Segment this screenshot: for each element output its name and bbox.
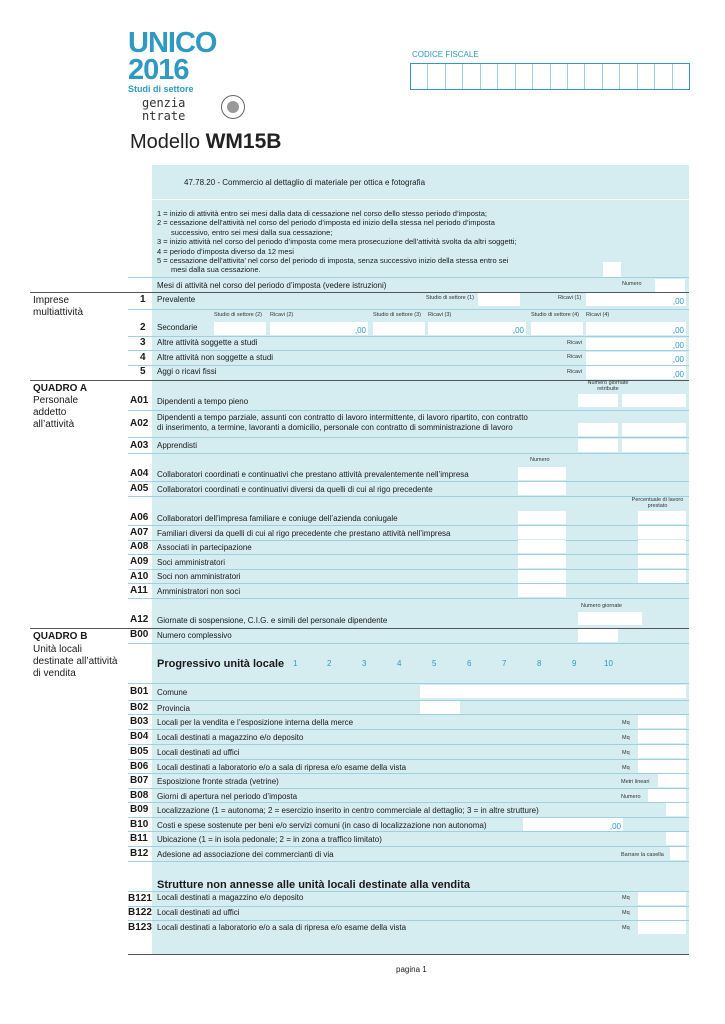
row-label: Ubicazione (1 = in isola pedonale; 2 = in zona a traffico limitato) xyxy=(157,835,382,844)
unit-label: Mq xyxy=(622,765,630,771)
quadro-b-sub-line: destinate all’attività xyxy=(33,656,118,667)
quadro-b-sub-line: Unità locali xyxy=(33,644,82,655)
months-field[interactable] xyxy=(655,279,685,292)
codice-fiscale-field[interactable] xyxy=(410,63,690,90)
row-label: Soci non amministratori xyxy=(157,572,241,581)
row-label: di inserimento, a termine, lavoranti a domicilio, personale con contratto di somministrazione di lavoro xyxy=(157,423,513,432)
studio1-field[interactable] xyxy=(478,293,520,306)
a04-numero-field[interactable] xyxy=(518,467,566,480)
row-label: Locali destinati a laboratorio e/o a sala di ripresa e/o esame della vista xyxy=(157,763,407,772)
ricavi-label: Ricavi (1) xyxy=(558,295,582,301)
imprese-title xyxy=(33,295,83,319)
a12-giornate-field[interactable] xyxy=(578,612,642,625)
b122-field[interactable] xyxy=(638,907,686,920)
row-code: A11 xyxy=(130,585,148,596)
strutture-title: Strutture non annesse alle unità locali destinate alla vendita xyxy=(157,879,470,891)
row-label: Altre attività soggette a studi xyxy=(157,338,258,347)
row-code: B123 xyxy=(128,922,152,933)
row-label: Locali destinati a magazzino e/o deposito xyxy=(157,893,304,902)
row-code: B09 xyxy=(130,804,149,815)
model-prefix: Modello xyxy=(130,131,201,153)
row-code: B12 xyxy=(130,848,149,859)
row-label: Secondarie xyxy=(157,323,198,332)
amount-decimals: ,00 xyxy=(512,326,524,335)
row-label: Numero complessivo xyxy=(157,631,232,640)
row-code: B10 xyxy=(130,819,149,830)
imprese-title-2: multiattività xyxy=(33,307,84,318)
row-code: B03 xyxy=(130,716,149,727)
unit-label: Metri lineari xyxy=(621,779,650,785)
row-code: B08 xyxy=(130,790,149,801)
logo-line2: 2016 xyxy=(128,54,189,86)
row-code: B05 xyxy=(130,746,149,757)
activity-code: 47.78.20 - Commercio al dettaglio di materiale per ottica e fotografia xyxy=(184,178,426,187)
unit-label: Mq xyxy=(622,895,630,901)
months-label: Mesi di attività nel corso del periodo d’imposta (vedere istruzioni) xyxy=(157,281,387,290)
row-label: Locali destinati a laboratorio e/o a sala di ripresa e/o esame della vista xyxy=(157,923,407,932)
b05-field[interactable] xyxy=(638,745,686,758)
amount-decimals: ,00 xyxy=(672,297,684,306)
a06-percentuale-field[interactable] xyxy=(638,511,686,524)
b01-comune-field[interactable] xyxy=(420,685,686,698)
model-title xyxy=(130,130,281,154)
row-label: Collaboratori coordinati e continuativi diversi da quelli di cui al rigo precedente xyxy=(157,485,433,494)
row-label: Dipendenti a tempo pieno xyxy=(157,397,249,406)
row-label: Collaboratori coordinati e continuativi che prestano attività prevalentemente nell’impresa xyxy=(157,470,469,479)
amount-decimals: ,00 xyxy=(354,326,366,335)
row-code: B00 xyxy=(130,629,149,640)
a01-giornate-field[interactable] xyxy=(622,394,686,407)
row-label: Aggi o ricavi fissi xyxy=(157,367,217,376)
codice-fiscale-label: CODICE FISCALE xyxy=(412,50,479,59)
a10-numero-field[interactable] xyxy=(518,570,566,583)
ricavi-label: Ricavi (2) xyxy=(270,312,294,318)
a01-numero-field[interactable] xyxy=(578,394,618,407)
quadro-a-sub-line: Personale xyxy=(33,395,79,406)
row-label: Localizzazione (1 = autonoma; 2 = esercizio inserito in centro commerciale al dettaglio; 3 = in altre strutture) xyxy=(157,806,539,815)
quadro-b-title: QUADRO B xyxy=(33,631,88,642)
row-code: B07 xyxy=(130,775,149,786)
row-label: Locali destinati ad uffici xyxy=(157,748,240,757)
quadro-b-subtitle xyxy=(33,644,118,680)
unico-logo xyxy=(128,27,217,86)
row-label: Locali destinati a magazzino e/o deposito xyxy=(157,733,304,742)
quadro-a-subtitle xyxy=(33,395,78,431)
progressivo-number[interactable]: 10 xyxy=(604,659,613,668)
progressivo-number[interactable]: 4 xyxy=(397,659,402,668)
a03-giornate-field[interactable] xyxy=(622,439,686,452)
a02-numero-field[interactable] xyxy=(578,423,618,436)
b11-field[interactable] xyxy=(666,832,686,845)
row-number: 2 xyxy=(140,322,146,333)
row-label: Giornate di sospensione, C.I.G. e simili del personale dipendente xyxy=(157,616,388,625)
studio-label: Studio di settore (3) xyxy=(373,312,421,318)
b03-field[interactable] xyxy=(638,715,686,728)
unit-label: Barrare la casella xyxy=(621,852,664,858)
row-code: A01 xyxy=(130,395,149,406)
b04-field[interactable] xyxy=(638,730,686,743)
row-code: A03 xyxy=(130,440,149,451)
progressivo-number[interactable]: 9 xyxy=(572,659,577,668)
studio-label: Studio di settore (1) xyxy=(426,295,474,301)
b08-field[interactable] xyxy=(648,789,686,802)
row-label: Altre attività non soggette a studi xyxy=(157,353,274,362)
amount-decimals: ,00 xyxy=(609,822,621,831)
progressivo-label: Progressivo unità locale xyxy=(157,658,285,670)
a08-percentuale-field[interactable] xyxy=(638,540,686,553)
cessation-line: 1 = inizio di attività entro sei mesi dalla data di cessazione nel corso dello stesso periodo d’imposta; xyxy=(157,209,487,218)
b09-field[interactable] xyxy=(666,803,686,816)
row-code: B121 xyxy=(128,893,152,904)
row-label: Provincia xyxy=(157,704,190,713)
cessation-code-field[interactable] xyxy=(603,262,621,278)
a10-percentuale-field[interactable] xyxy=(638,570,686,583)
percentuale-label: Percentuale di lavoro prestato xyxy=(631,497,684,509)
row-code: B11 xyxy=(130,833,148,844)
quadro-a-sub-line: addetto xyxy=(33,407,67,418)
a08-numero-field[interactable] xyxy=(518,540,566,553)
row-number: 1 xyxy=(140,294,146,305)
cessation-line: 4 = periodo d’imposta diverso da 12 mesi xyxy=(157,246,294,256)
row-label: Locali per la vendita e l’esposizione interna della merce xyxy=(157,718,354,727)
a05-numero-field[interactable] xyxy=(518,482,566,495)
ricavi-label: Ricavi (4) xyxy=(586,312,610,318)
amount-decimals: ,00 xyxy=(672,355,684,364)
seal-icon xyxy=(221,95,245,119)
amount-decimals: ,00 xyxy=(672,370,684,379)
row-code: A07 xyxy=(130,527,149,538)
row-label: Collaboratori dell’impresa familiare e coniuge dell’azienda coniugale xyxy=(157,514,398,523)
a02-giornate-field[interactable] xyxy=(622,423,686,436)
progressivo-number[interactable]: 3 xyxy=(362,659,367,668)
page-number: pagina 1 xyxy=(396,965,427,974)
row-code: B01 xyxy=(130,686,149,697)
b02-provincia-field[interactable] xyxy=(420,701,460,714)
row-code: A06 xyxy=(130,512,149,523)
a07-percentuale-field[interactable] xyxy=(638,526,686,539)
agenzia-line2: ntrate xyxy=(142,109,186,123)
row-label: Costi e spese sostenute per beni e/o servizi comuni (in caso di localizzazione non autonoma) xyxy=(157,821,487,830)
progressivo-number[interactable]: 7 xyxy=(502,659,507,668)
quadro-a-title: QUADRO A xyxy=(33,383,88,394)
b00-numero-field[interactable] xyxy=(578,629,618,642)
cessation-line: 5 = cessazione dell’attivita’ nel corso del periodo di imposta, senza successivo inizio della stessa entro sei xyxy=(157,256,509,266)
giornate-retribuite-label: Numero giornate retribuite xyxy=(587,380,629,392)
row-label: Locali destinati ad uffici xyxy=(157,908,240,917)
progressivo-number[interactable]: 8 xyxy=(537,659,542,668)
row-label: Giorni di apertura nel periodo d’imposta xyxy=(157,792,298,801)
b123-field[interactable] xyxy=(638,921,686,934)
row-code: A12 xyxy=(130,614,149,625)
row-label: Amministratori non soci xyxy=(157,587,241,596)
logo-line1: UNICO xyxy=(128,27,217,59)
agenzia-entrate-logo xyxy=(130,97,185,123)
agenzia-line1: genzia xyxy=(142,96,186,110)
row-number: 4 xyxy=(140,352,146,363)
row-label: Associati in partecipazione xyxy=(157,543,252,552)
row-number: 3 xyxy=(140,337,146,348)
row-label: Dipendenti a tempo parziale, assunti con contratto di lavoro intermittente, di lavoro ripartito, con contratto xyxy=(157,413,528,422)
row-label: Apprendisti xyxy=(157,441,198,450)
a07-numero-field[interactable] xyxy=(518,526,566,539)
row-label: Esposizione fronte strada (vetrine) xyxy=(157,777,279,786)
a11-numero-field[interactable] xyxy=(518,584,566,597)
unit-label: Numero xyxy=(621,794,641,800)
studio-label: Studio di settore (2) xyxy=(214,312,262,318)
progressivo-number[interactable]: 6 xyxy=(467,659,472,668)
unit-label: Mq xyxy=(622,720,630,726)
amount-decimals: ,00 xyxy=(672,326,684,335)
ricavi-label: Ricavi (3) xyxy=(428,312,452,318)
progressivo-number[interactable]: 2 xyxy=(327,659,332,668)
unit-label: Mq xyxy=(622,735,630,741)
row-label: Comune xyxy=(157,688,188,697)
numero-giornate-label: Numero giornate xyxy=(581,603,622,609)
studio2-field[interactable] xyxy=(214,322,266,335)
logo-subtitle: Studi di settore xyxy=(128,84,194,94)
amount-decimals: ,00 xyxy=(672,341,684,350)
progressivo-number[interactable]: 1 xyxy=(293,659,298,668)
a03-numero-field[interactable] xyxy=(578,439,618,452)
quadro-b-sub-line: di vendita xyxy=(33,668,76,679)
a09-numero-field[interactable] xyxy=(518,555,566,568)
cessation-line: successivo, entro sei mesi dalla sua cessazione; xyxy=(171,227,333,237)
row-number: 5 xyxy=(140,366,146,377)
row-code: B04 xyxy=(130,731,149,742)
ricavi-label: Ricavi xyxy=(567,369,582,375)
a06-numero-field[interactable] xyxy=(518,511,566,524)
b12-checkbox[interactable] xyxy=(670,847,686,860)
imprese-title-1: Imprese xyxy=(33,295,70,306)
quadro-a-sub-line: all’attività xyxy=(33,419,75,430)
progressivo-number[interactable]: 5 xyxy=(432,659,437,668)
row-code: B02 xyxy=(130,702,149,713)
cessation-line: 3 = inizio attività nel corso del periodo d’imposta come mera prosecuzione dell’attività svolta da altri soggetti; xyxy=(157,237,517,247)
row-label: Prevalente xyxy=(157,295,196,304)
numero-label: Numero xyxy=(622,281,642,287)
row-label: Adesione ad associazione dei commercianti di via xyxy=(157,850,334,859)
row-code: A02 xyxy=(130,418,149,429)
cessation-line: 2 = cessazione dell’attività nel corso del periodo d’imposta ed inizio della stessa nel periodo d’imposta xyxy=(157,218,495,228)
row-code: A09 xyxy=(130,556,149,567)
row-label: Soci amministratori xyxy=(157,558,226,567)
ricavi-label: Ricavi xyxy=(567,354,582,360)
b06-field[interactable] xyxy=(638,760,686,773)
unit-label: Mq xyxy=(622,925,630,931)
numero-label: Numero xyxy=(530,457,550,463)
unit-label: Mq xyxy=(622,750,630,756)
model-code: WM15B xyxy=(205,130,282,153)
row-label: Familiari diversi da quelli di cui al rigo precedente che prestano attività nell’impresa xyxy=(157,529,451,538)
studio-label: Studio di settore (4) xyxy=(531,312,579,318)
b07-field[interactable] xyxy=(658,774,686,787)
row-code: A08 xyxy=(130,541,149,552)
cessation-line: mesi dalla sua cessazione. xyxy=(171,265,261,275)
studio4-field[interactable] xyxy=(531,322,583,335)
a09-percentuale-field[interactable] xyxy=(638,555,686,568)
ricavi-label: Ricavi xyxy=(567,340,582,346)
row-code: A10 xyxy=(130,571,149,582)
row-code: B122 xyxy=(128,907,152,918)
cessation-legend xyxy=(157,209,552,275)
unit-label: Mq xyxy=(622,910,630,916)
b121-field[interactable] xyxy=(638,892,686,905)
studio3-field[interactable] xyxy=(373,322,425,335)
row-code: A04 xyxy=(130,468,149,479)
row-code: B06 xyxy=(130,761,149,772)
row-code: A05 xyxy=(130,483,149,494)
